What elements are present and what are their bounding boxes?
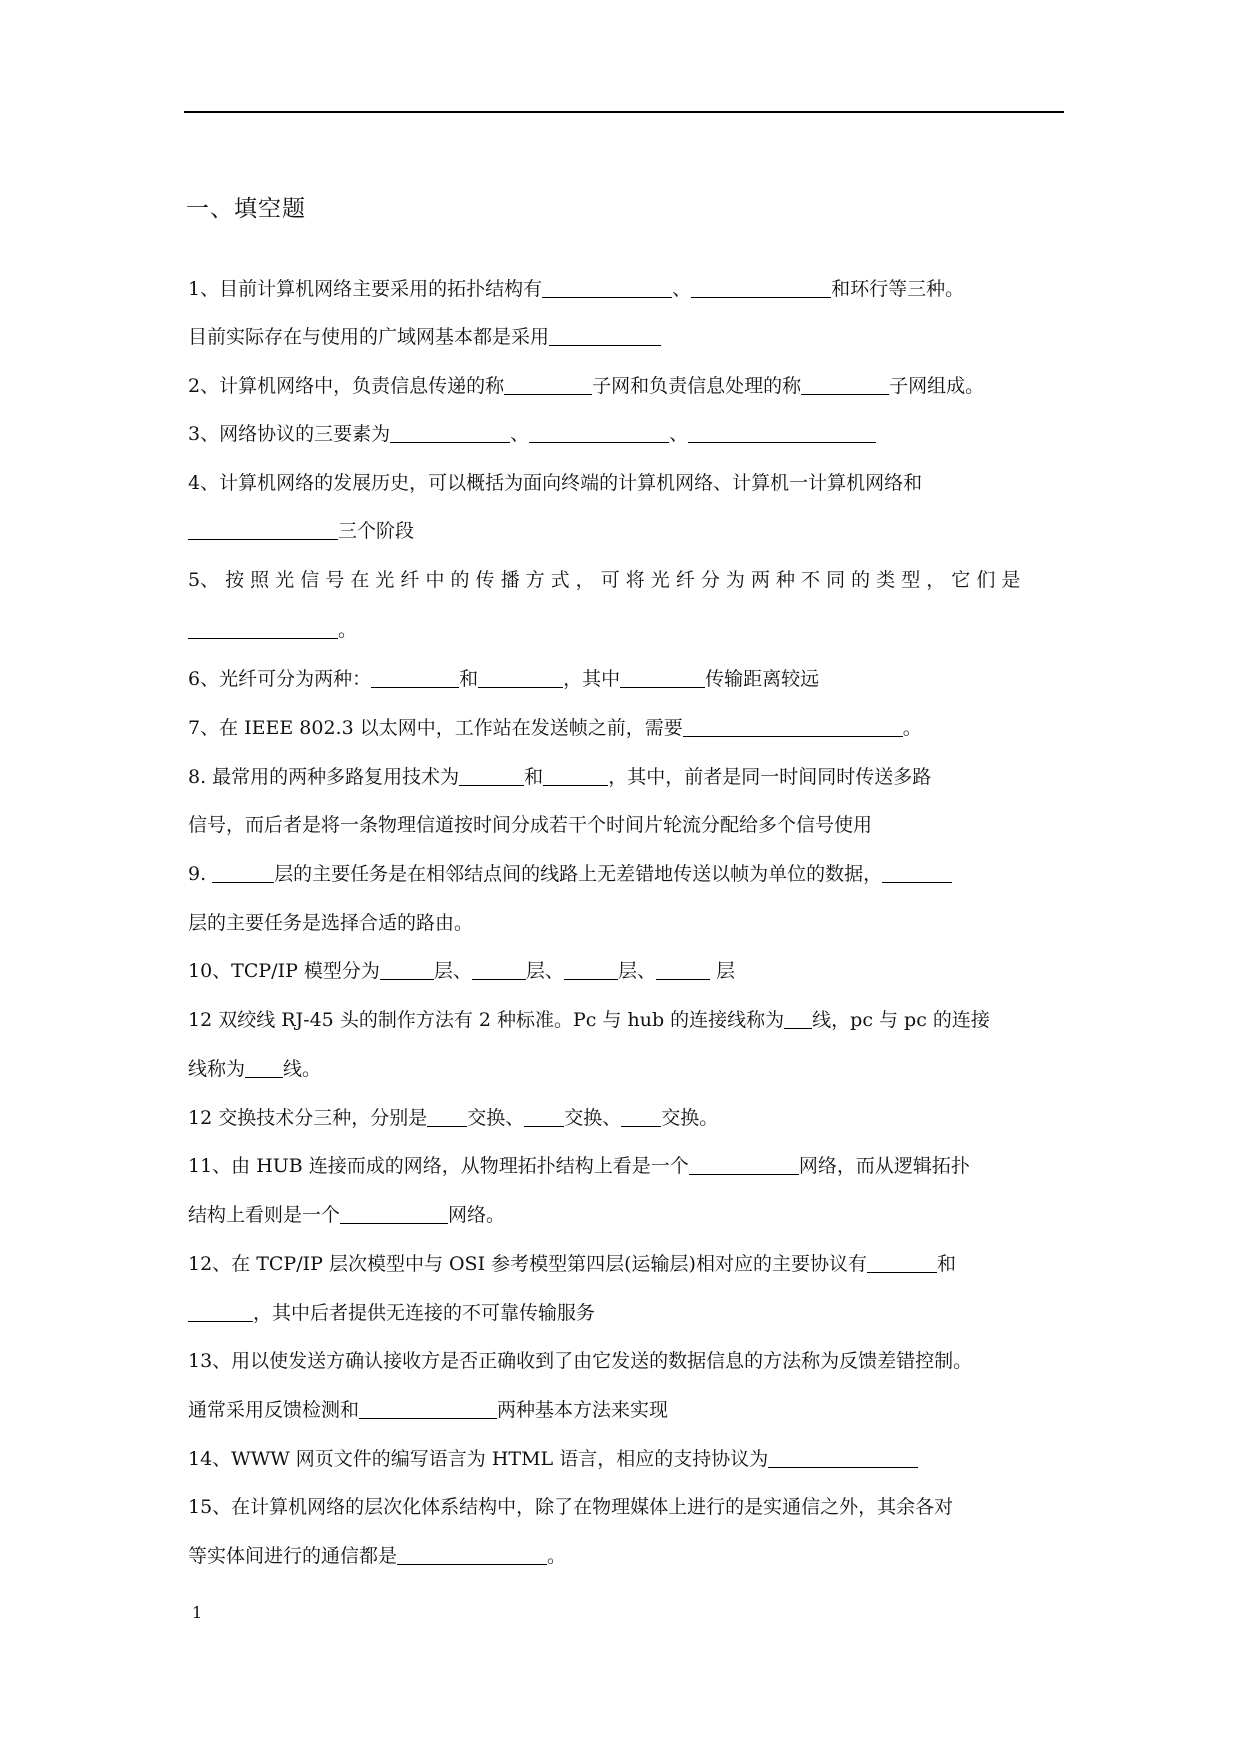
question-line xyxy=(188,958,735,984)
question-text: 层、 xyxy=(433,960,472,982)
question-line xyxy=(188,470,922,496)
question-text: 层 xyxy=(709,960,735,982)
question-text: ，其中，前者是同一时间同时传送多路 xyxy=(608,766,932,788)
question-text: 13、用以使发送方确认接收方是否正确收到了由它发送的数据信息的方法称为反馈差错控制。 xyxy=(188,1350,973,1372)
answer-blank[interactable] xyxy=(371,669,459,688)
question-line xyxy=(188,764,931,790)
answer-blank[interactable] xyxy=(188,521,338,540)
answer-blank[interactable] xyxy=(768,1449,918,1468)
question-line xyxy=(188,1153,970,1179)
question-line xyxy=(188,276,964,302)
question-text: 层的主要任务是在相邻结点间的线路上无差错地传送以帧为单位的数据， xyxy=(274,863,883,885)
question-line xyxy=(188,567,1020,593)
question-text: 信号，而后者是将一条物理信道按时间分成若干个时间片轮流分配给多个信号使用 xyxy=(188,814,873,836)
question-text: 和 xyxy=(936,1253,956,1275)
page-number: 1 xyxy=(192,1603,203,1622)
question-text: 。 xyxy=(338,619,358,641)
answer-blank[interactable] xyxy=(359,1400,497,1419)
answer-blank[interactable] xyxy=(621,1108,661,1127)
question-text: 12、在 TCP/IP 层次模型中与 OSI 参考模型第四层(运输层)相对应的主要协议有 xyxy=(188,1253,867,1275)
question-text: 4、计算机网络的发展历史，可以概括为面向终端的计算机网络、计算机一计算机网络和 xyxy=(188,472,923,494)
question-line xyxy=(188,666,819,692)
question-text: 子网组成。 xyxy=(889,375,985,397)
answer-blank[interactable] xyxy=(472,961,526,980)
question-text: 12 双绞线 RJ-45 头的制作方法有 2 种标准。Pc 与 hub 的连接线称为 xyxy=(188,1009,785,1031)
answer-blank[interactable] xyxy=(529,424,669,443)
question-text: 和 xyxy=(524,766,544,788)
answer-blank[interactable] xyxy=(380,961,434,980)
answer-blank[interactable] xyxy=(188,1303,253,1322)
question-line xyxy=(188,1494,953,1520)
question-line xyxy=(188,1105,718,1131)
question-text: 和环行等三种。 xyxy=(831,278,965,300)
question-line xyxy=(188,421,876,447)
question-text: 子网和负责信息处理的称 xyxy=(592,375,802,397)
question-line xyxy=(188,910,473,936)
answer-blank[interactable] xyxy=(688,424,876,443)
question-text: 。 xyxy=(547,1545,567,1567)
question-line xyxy=(188,324,661,350)
question-line xyxy=(188,1202,505,1228)
answer-blank[interactable] xyxy=(784,1010,812,1029)
question-text: 1、目前计算机网络主要采用的拓扑结构有 xyxy=(188,278,543,300)
question-text: 、 xyxy=(669,423,689,445)
question-text: 传输距离较远 xyxy=(705,668,820,690)
question-line xyxy=(188,1348,972,1374)
answer-blank[interactable] xyxy=(543,767,608,786)
question-text: 层的主要任务是选择合适的路由。 xyxy=(188,912,474,934)
section-heading: 一、填空题 xyxy=(186,196,306,222)
question-text: 6、光纤可分为两种： xyxy=(188,668,372,690)
answer-blank[interactable] xyxy=(397,1546,547,1565)
answer-blank[interactable] xyxy=(656,961,710,980)
question-text: 通常采用反馈检测和 xyxy=(188,1399,360,1421)
answer-blank[interactable] xyxy=(549,327,661,346)
question-text: 3、网络协议的三要素为 xyxy=(188,423,391,445)
answer-blank[interactable] xyxy=(524,1108,564,1127)
question-text: 、 xyxy=(510,423,530,445)
question-text: 2、计算机网络中，负责信息传递的称 xyxy=(188,375,505,397)
question-text: 和 xyxy=(459,668,479,690)
answer-blank[interactable] xyxy=(620,669,705,688)
question-text: 11、由 HUB 连接而成的网络，从物理拓扑结构上看是一个 xyxy=(188,1155,689,1177)
question-text: 层、 xyxy=(525,960,564,982)
question-line xyxy=(188,1543,566,1569)
question-line xyxy=(188,373,984,399)
question-text: 10、TCP/IP 模型分为 xyxy=(188,960,380,982)
answer-blank[interactable] xyxy=(390,424,510,443)
question-text: 结构上看则是一个 xyxy=(188,1204,341,1226)
question-line xyxy=(188,1300,595,1326)
question-text: 交换。 xyxy=(661,1107,719,1129)
header-rule xyxy=(184,111,1064,113)
answer-blank[interactable] xyxy=(504,376,592,395)
question-line xyxy=(188,518,414,544)
answer-blank[interactable] xyxy=(689,1156,799,1175)
question-line xyxy=(188,861,952,887)
answer-blank[interactable] xyxy=(801,376,889,395)
question-text: 9. xyxy=(188,863,213,885)
question-text: 交换、 xyxy=(467,1107,525,1129)
answer-blank[interactable] xyxy=(188,620,338,639)
question-text: 12 交换技术分三种，分别是 xyxy=(188,1107,428,1129)
question-text: 8. 最常用的两种多路复用技术为 xyxy=(188,766,460,788)
question-text: 线，pc 与 pc 的连接 xyxy=(812,1009,990,1031)
answer-blank[interactable] xyxy=(459,767,524,786)
question-line xyxy=(188,1007,990,1033)
question-text: ，其中后者提供无连接的不可靠传输服务 xyxy=(253,1302,596,1324)
question-line xyxy=(188,1446,918,1472)
question-text: 15、在计算机网络的层次化体系结构中，除了在物理媒体上进行的是实通信之外，其余各对 xyxy=(188,1496,954,1518)
answer-blank[interactable] xyxy=(427,1108,467,1127)
question-line xyxy=(188,715,922,741)
answer-blank[interactable] xyxy=(691,279,831,298)
question-line xyxy=(188,1251,956,1277)
question-line xyxy=(188,1056,321,1082)
question-text: 等实体间进行的通信都是 xyxy=(188,1545,398,1567)
question-text: 5、 按 照 光 信 号 在 光 纤 中 的 传 播 方 式 ， 可 将 光 纤 分 为 两 种 不 同 的 类 型 ， 它 们 是 xyxy=(188,569,1021,591)
question-text: 。 xyxy=(902,717,922,739)
question-text: 、 xyxy=(672,278,692,300)
answer-blank[interactable] xyxy=(564,961,618,980)
question-text: 交换、 xyxy=(564,1107,622,1129)
question-text: 目前实际存在与使用的广域网基本都是采用 xyxy=(188,326,550,348)
answer-blank[interactable] xyxy=(245,1059,283,1078)
answer-blank[interactable] xyxy=(478,669,563,688)
question-text: 14、WWW 网页文件的编写语言为 HTML 语言，相应的支持协议为 xyxy=(188,1448,769,1470)
answer-blank[interactable] xyxy=(542,279,672,298)
answer-blank[interactable] xyxy=(882,864,952,883)
question-text: 网络。 xyxy=(448,1204,506,1226)
question-line xyxy=(188,1397,668,1423)
question-text: 网络，而从逻辑拓扑 xyxy=(798,1155,970,1177)
question-text: 三个阶段 xyxy=(338,520,415,542)
question-text: 线。 xyxy=(283,1058,322,1080)
question-text: 层、 xyxy=(617,960,656,982)
question-text: 线称为 xyxy=(188,1058,246,1080)
answer-blank[interactable] xyxy=(867,1254,937,1273)
answer-blank[interactable] xyxy=(212,864,274,883)
answer-blank[interactable] xyxy=(683,718,903,737)
question-text: 两种基本方法来实现 xyxy=(497,1399,669,1421)
answer-blank[interactable] xyxy=(340,1205,448,1224)
question-text: ，其中 xyxy=(563,668,621,690)
question-text: 7、在 IEEE 802.3 以太网中，工作站在发送帧之前，需要 xyxy=(188,717,683,739)
question-line xyxy=(188,617,357,643)
question-line xyxy=(188,812,872,838)
